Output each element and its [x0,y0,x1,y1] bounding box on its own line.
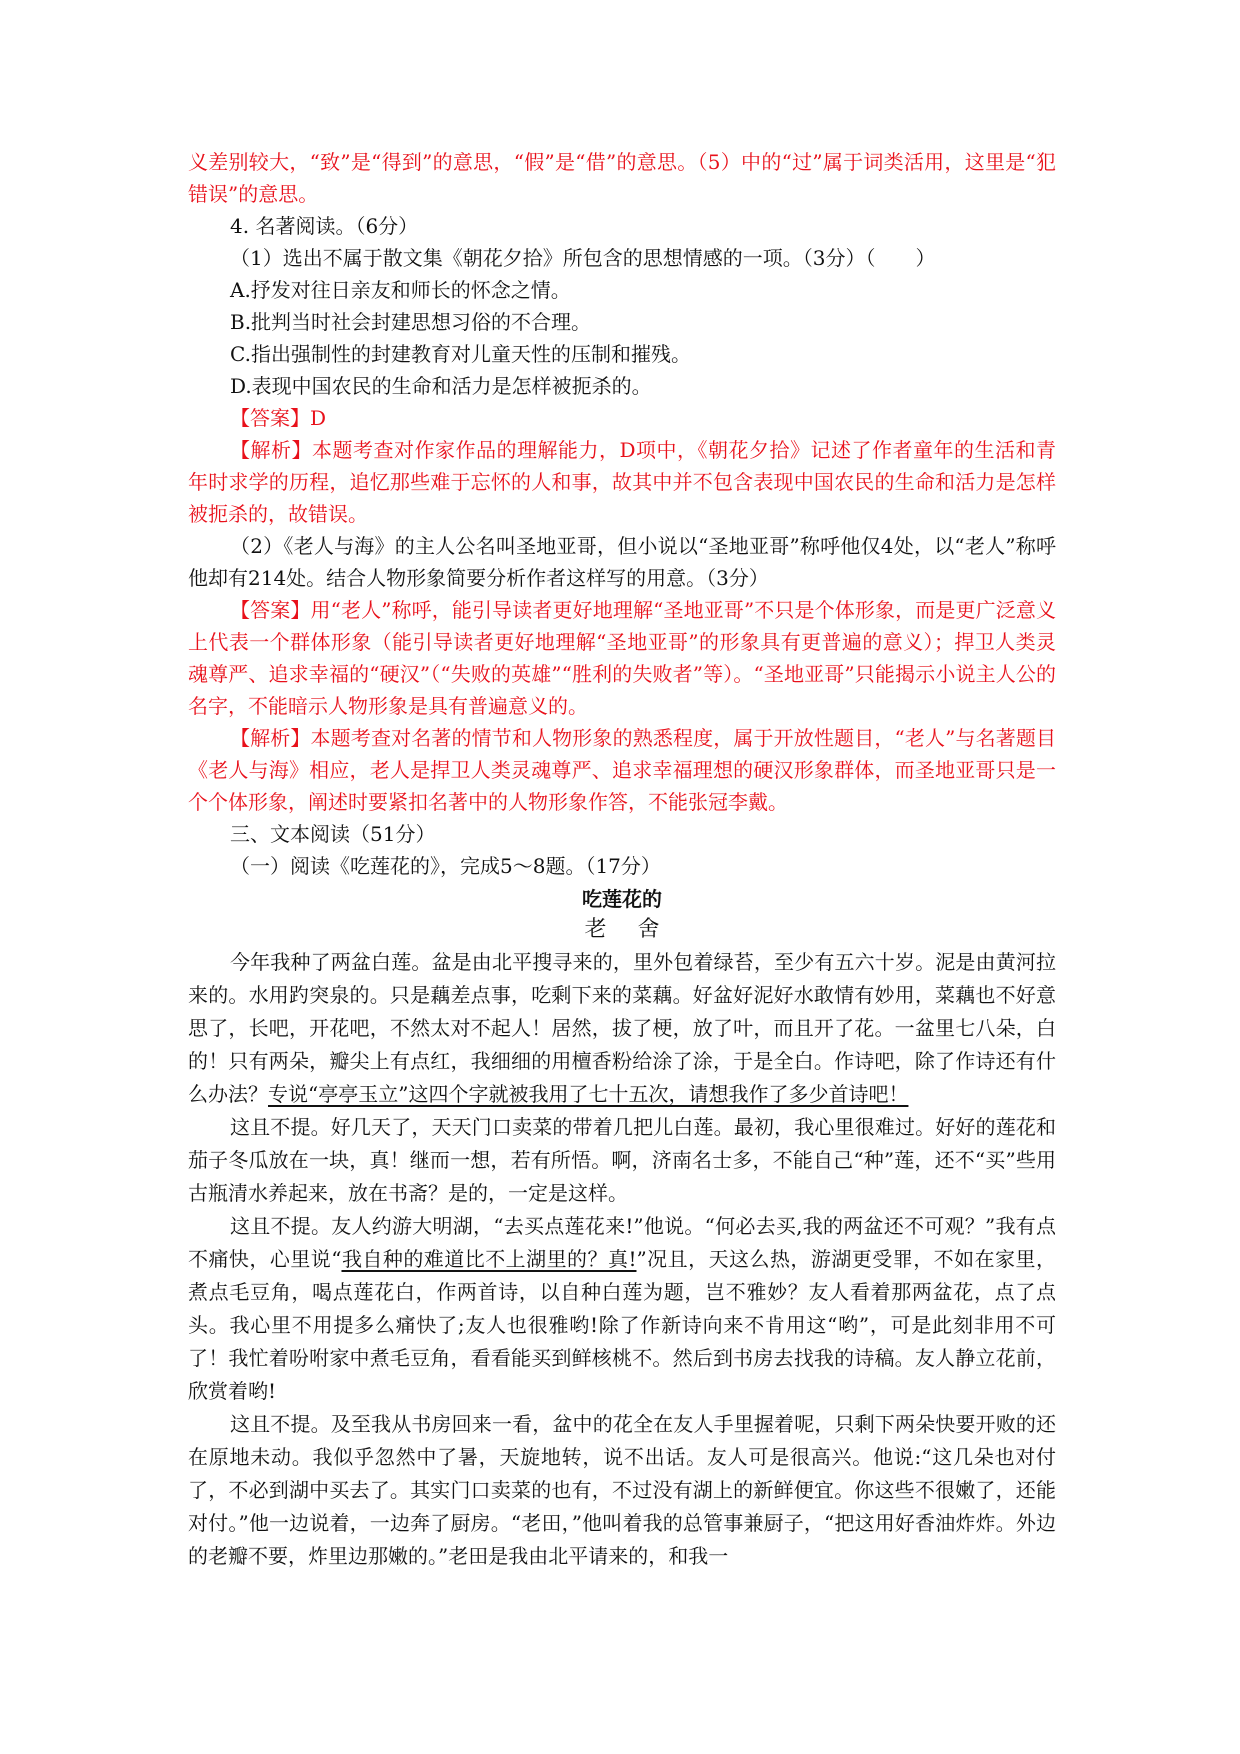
story-paragraph-1-text: 今年我种了两盆白莲。盆是由北平搜寻来的，里外包着绿苔，至少有五六十岁。泥是由黄河拉来的。水用趵突泉的。只是藕差点事，吃剩下来的菜藕。好盆好泥好水敢情有妙用，菜藕也不好意思了，长吧，开花吧，不然太对不起人！居然，拔了梗，放了叶，而且开了花。一盆里七八朵，白的！只有两朵，瓣尖上有点红，我细细的用檀香粉给涂了涂，于是全白。作诗吧，除了作诗还有什么办法？ [188,950,1056,1106]
section-3-heading: 三、文本阅读（51分） [230,822,436,846]
story-title: 吃莲花的 [582,887,662,911]
previous-analysis-continuation: 义差别较大，“致”是“得到”的意思，“假”是“借”的意思。（5）中的“过”属于词类活用，这里是“犯错误”的意思。 [188,150,1056,206]
option-a: A.抒发对往日亲友和师长的怀念之情。 [230,278,571,302]
question-4-1-prompt: （1）选出不属于散文集《朝花夕拾》所包含的思想情感的一项。（3分）（ ） [230,246,936,270]
underlined-sentence-1: 专说“亭亭玉立”这四个字就被我用了七十五次，请想我作了多少首诗吧！ [268,1082,909,1106]
story-paragraph-4: 这且不提。及至我从书房回来一看，盆中的花全在友人手里握着呢，只剩下两朵快要开败的还在原地未动。我似乎忽然中了暑，天旋地转，说不出话。友人可是很高兴。他说:“这几朵也对付了，不必到湖中买去了。其实门口卖菜的也有，不过没有湖上的新鲜便宜。你这些不很嫩了，还能对付。”他一边说着，一边奔了厨房。“老田，”他叫着我的总管事兼厨子，“把这用好香油炸炸。外边的老瓣不要，炸里边那嫩的。”老田是我由北平请来的，和我一 [188,1412,1056,1568]
reading-1-instruction: （一）阅读《吃莲花的》，完成5～8题。（17分） [230,854,661,878]
question-4-2-analysis: 【解析】本题考查对名著的情节和人物形象的熟悉程度，属于开放性题目，“老人”与名著题目《老人与海》相应，老人是捍卫人类灵魂尊严、追求幸福理想的硬汉形象群体，而圣地亚哥只是一个个体形象，阐述时要紧扣名著中的人物形象作答，不能张冠李戴。 [188,726,1056,814]
story-paragraph-3 [188,1210,1056,1408]
question-4-heading: 4. 名著阅读。（6分） [230,214,419,238]
option-b: B.批判当时社会封建思想习俗的不合理。 [230,310,592,334]
story-author: 老 舍 [584,917,672,942]
story-paragraph-1 [188,946,1056,1111]
option-d: D.表现中国农民的生命和活力是怎样被扼杀的。 [230,374,652,398]
question-4-2-answer: 【答案】用“老人”称呼，能引导读者更好地理解“圣地亚哥”不只是个体形象，而是更广泛意义上代表一个群体形象（能引导读者更好地理解“圣地亚哥”的形象具有更普遍的意义）；捍卫人类灵魂尊严、追求幸福的“硬汉”（“失败的英雄”“胜利的失败者”等）。“圣地亚哥”只能揭示小说主人公的名字，不能暗示人物形象是具有普遍意义的。 [188,598,1056,718]
story-paragraph-3-text-b: ”况且，天这么热，游湖更受罪，不如在家里，煮点毛豆角，喝点莲花白，作两首诗，以自种白莲为题，岂不雅妙？友人看着那两盆花，点了点头。我心里不用提多么痛快了;友人也很雅哟!除了作新诗向来不肯用这“哟”，可是此刻非用不可了！我忙着吩咐家中煮毛豆角，看看能买到鲜核桃不。然后到书房去找我的诗稿。友人静立花前，欣赏着哟! [188,1247,1056,1403]
question-4-1-analysis: 【解析】本题考查对作家作品的理解能力，D项中，《朝花夕拾》记述了作者童年的生活和青年时求学的历程，追忆那些难于忘怀的人和事，故其中并不包含表现中国农民的生命和活力是怎样被扼杀的，故错误。 [188,438,1056,526]
page-content [188,146,1056,1573]
question-4-1-answer: 【答案】D [230,406,327,430]
story-paragraph-3-text-a: 这且不提。友人约游大明湖，“去买点莲花来!”他说。“何必去买,我的两盆还不可观？”我有点不痛快，心里说“ [188,1214,1056,1271]
underlined-sentence-2: 我自种的难道比不上湖里的？真! [341,1247,637,1271]
question-4-2-prompt: （2）《老人与海》的主人公名叫圣地亚哥，但小说以“圣地亚哥”称呼他仅4处，以“老人”称呼他却有214处。结合人物形象简要分析作者这样写的用意。（3分） [188,534,1056,590]
story-paragraph-2: 这且不提。好几天了，天天门口卖菜的带着几把儿白莲。最初，我心里很难过。好好的莲花和茄子冬瓜放在一块，真！继而一想，若有所悟。啊，济南名士多，不能自己“种”莲，还不“买”些用古瓶清水养起来，放在书斋？是的，一定是这样。 [188,1115,1056,1205]
option-c: C.指出强制性的封建教育对儿童天性的压制和摧残。 [230,342,691,366]
